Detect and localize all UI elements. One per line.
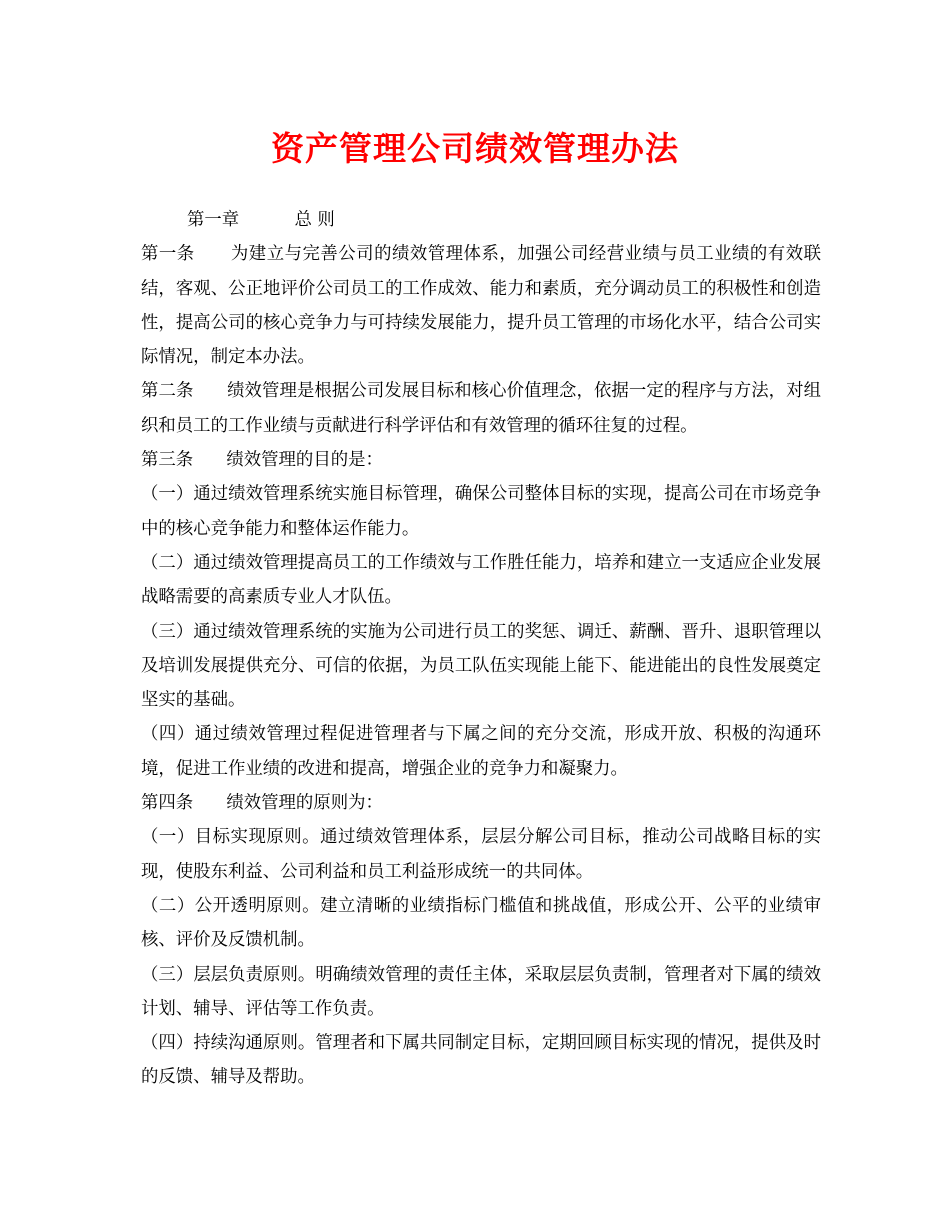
- article-label: 第二条: [141, 381, 194, 402]
- item-text: 通过绩效管理系统实施目标管理，确保公司整体目标的实现，提高公司在市场竞争中的核心竞争能力和整体运作能力。: [141, 484, 821, 539]
- document-title: 资产管理公司绩效管理办法: [271, 129, 679, 168]
- item-text: 持续沟通原则。管理者和下属共同制定目标，定期回顾目标实现的情况，提供及时的反馈、辅导及帮助。: [141, 1033, 821, 1088]
- article-4-item-4: [141, 1026, 821, 1095]
- article-text: 为建立与完善公司的绩效管理体系，加强公司经营业绩与员工业绩的有效联结，客观、公正地评价公司员工的工作成效、能力和素质，充分调动员工的积极性和创造性，提高公司的核心竞争力与可持续发展能力，提升员工管理的市场化水平，结合公司实际情况，制定本办法。: [141, 244, 821, 368]
- article-4: [141, 786, 821, 820]
- chapter-heading: [141, 203, 821, 237]
- article-text: 绩效管理的目的是：: [226, 450, 383, 471]
- article-1: [141, 237, 821, 374]
- item-label: （二）: [141, 552, 194, 573]
- item-label: （三）: [141, 964, 194, 985]
- chapter-name: 总 则: [294, 210, 335, 230]
- item-label: （二）: [141, 895, 195, 916]
- article-4-item-1: [141, 820, 821, 889]
- item-text: 通过绩效管理提高员工的工作绩效与工作胜任能力，培养和建立一支适应企业发展战略需要的高素质专业人才队伍。: [141, 552, 821, 608]
- chapter-number: 第一章: [187, 210, 240, 230]
- item-label: （四）: [141, 1033, 194, 1054]
- article-3: [141, 443, 821, 477]
- article-text: 绩效管理是根据公司发展目标和核心价值理念，依据一定的程序与方法，对组织和员工的工作业绩与贡献进行科学评估和有效管理的循环往复的过程。: [141, 381, 821, 436]
- item-text: 通过绩效管理过程促进管理者与下属之间的充分交流，形成开放、积极的沟通环境，促进工作业绩的改进和提高，增强企业的竞争力和凝聚力。: [141, 724, 821, 779]
- article-3-item-2: [141, 546, 821, 615]
- article-4-item-2: [141, 889, 821, 958]
- article-label: 第三条: [141, 450, 194, 471]
- article-text: 绩效管理的原则为：: [226, 793, 383, 814]
- item-label: （三）: [141, 621, 194, 642]
- item-text: 公开透明原则。建立清晰的业绩指标门槛值和挑战值，形成公开、公平的业绩审核、评价及反馈机制。: [141, 895, 821, 951]
- item-label: （四）: [141, 724, 195, 745]
- article-3-item-1: [141, 477, 821, 546]
- article-2: [141, 374, 821, 443]
- article-3-item-4: [141, 717, 821, 786]
- item-text: 目标实现原则。通过绩效管理体系，层层分解公司目标，推动公司战略目标的实现，使股东利益、公司利益和员工利益形成统一的共同体。: [141, 827, 821, 882]
- item-label: （一）: [141, 484, 194, 505]
- article-3-item-3: [141, 615, 821, 718]
- document-body: [141, 203, 821, 1095]
- item-text: 通过绩效管理系统的实施为公司进行员工的奖惩、调迁、薪酬、晋升、退职管理以及培训发展提供充分、可信的依据，为员工队伍实现能上能下、能进能出的良性发展奠定坚实的基础。: [141, 621, 821, 711]
- article-4-item-3: [141, 958, 821, 1027]
- article-label: 第四条: [141, 793, 194, 814]
- item-text: 层层负责原则。明确绩效管理的责任主体，采取层层负责制，管理者对下属的绩效计划、辅导、评估等工作负责。: [141, 964, 821, 1019]
- item-label: （一）: [141, 827, 195, 848]
- article-label: 第一条: [141, 244, 195, 265]
